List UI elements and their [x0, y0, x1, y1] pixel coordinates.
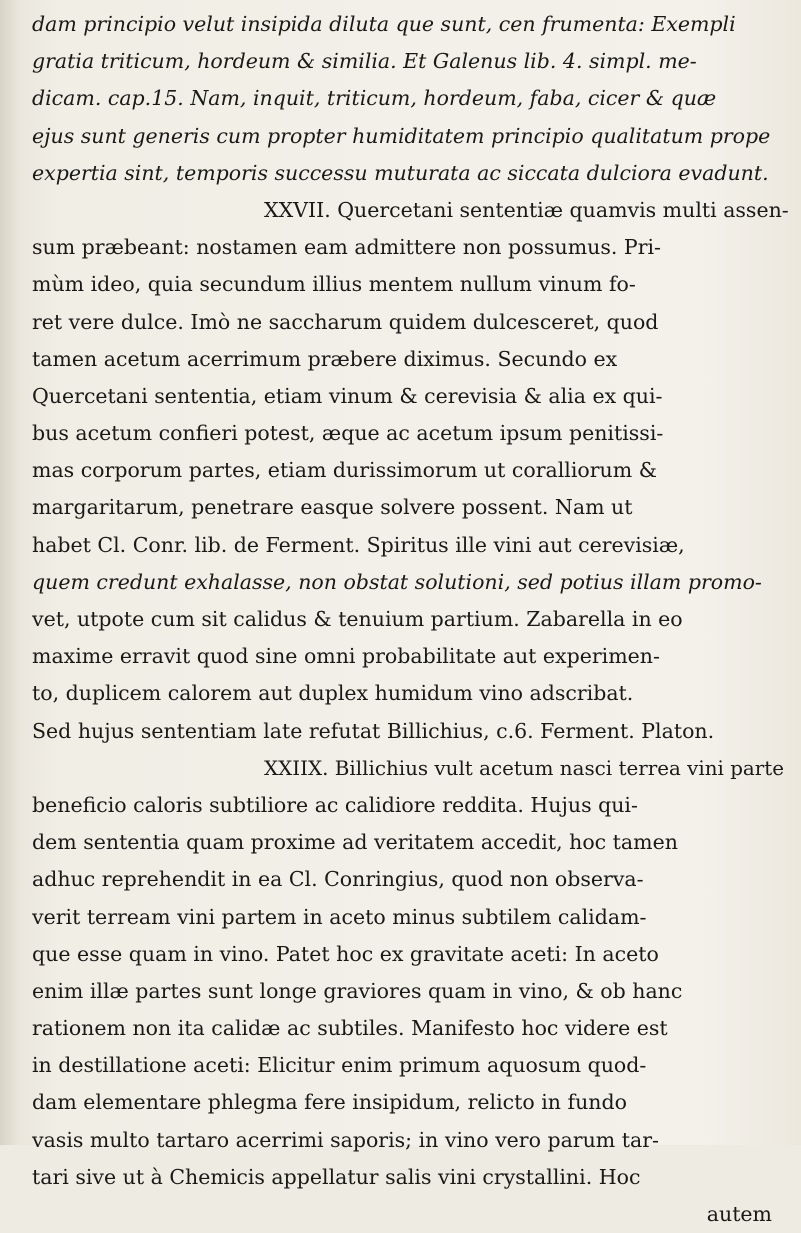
book-gutter — [0, 0, 20, 1145]
text-line: habet Cl. Conr. lib. de Ferment. Spiritus ille vini aut cerevisiæ, — [32, 532, 685, 557]
text-line: ejus sunt generis cum propter humiditatem principio qualitatum prope — [32, 123, 771, 148]
paragraph-start-line: XXVII. Quercetani sententiæ quamvis multi assen- — [264, 197, 789, 222]
text-line: margaritarum, penetrare easque solvere possent. Nam ut — [32, 495, 633, 520]
text-line: dam elementare phlegma fere insipidum, relicto in fundo — [32, 1090, 627, 1115]
text-line: vet, utpote cum sit calidus & tenuium partium. Zabarella in eo — [32, 607, 683, 631]
text-line: ret vere dulce. Imò ne saccharum quidem dulcesceret, quod — [32, 309, 659, 334]
text-line: dem sententia quam proxime ad veritatem accedit, hoc tamen — [32, 830, 678, 855]
text-line: rationem non ita calidæ ac subtiles. Manifesto hoc videre est — [32, 1016, 668, 1041]
text-line: dicam. cap.15. Nam, inquit, triticum, hordeum, faba, cicer & quæ — [32, 86, 717, 111]
paragraph-start-line: XXIIX. Billichius vult acetum nasci terrea vini parte — [264, 756, 785, 780]
text-line: to, duplicem calorem aut duplex humidum vino adscribat. — [32, 681, 634, 706]
text-line: adhuc reprehendit in ea Cl. Conringius, quod non observa- — [32, 867, 644, 892]
text-line: dam principio velut insipida diluta que sunt, cen frumenta: Exempli — [32, 12, 736, 36]
text-line: enim illæ partes sunt longe graviores quam in vino, & ob hanc — [32, 978, 683, 1003]
text-line: bus acetum confieri potest, æque ac acetum ipsum penitissi- — [32, 421, 664, 446]
text-line: Sed hujus sententiam late refutat Billichius, c.6. Ferment. Platon. — [32, 718, 715, 743]
text-line: tamen acetum acerrimum præbere diximus. Secundo ex — [32, 346, 618, 371]
text-line: verit terream vini partem in aceto minus subtilem calidam- — [32, 904, 647, 929]
text-line: maxime erravit quod sine omni probabilitate aut experimen- — [32, 644, 660, 669]
text-line: beneficio caloris subtiliore ac calidiore reddita. Hujus qui- — [32, 792, 638, 817]
text-line: tari sive ut à Chemicis appellatur salis vini crystallini. Hoc — [32, 1164, 641, 1189]
text-block — [32, 6, 792, 1233]
text-line: que esse quam in vino. Patet hoc ex gravitate aceti: In aceto — [32, 941, 659, 966]
text-line: Quercetani sententia, etiam vinum & cerevisia & alia ex qui- — [32, 383, 663, 408]
text-line: quem credunt exhalasse, non obstat solutioni, sed potius illam promo- — [32, 569, 762, 594]
catchword: autem — [706, 1202, 772, 1226]
text-line: mùm ideo, quia secundum illius mentem nullum vinum fo- — [32, 272, 636, 297]
text-line: vasis multo tartaro acerrimi saporis; in vino vero parum tar- — [32, 1127, 659, 1152]
text-line: in destillatione aceti: Elicitur enim primum aquosum quod- — [32, 1053, 647, 1078]
text-line: gratia triticum, hordeum & similia. Et Galenus lib. 4. simpl. me- — [32, 49, 697, 74]
text-line: mas corporum partes, etiam durissimorum ut coralliorum & — [32, 458, 657, 483]
text-line: sum præbeant: nostamen eam admittere non possumus. Pri- — [32, 235, 661, 260]
text-line: expertia sint, temporis successu muturata ac siccata dulciora evadunt. — [32, 160, 769, 185]
